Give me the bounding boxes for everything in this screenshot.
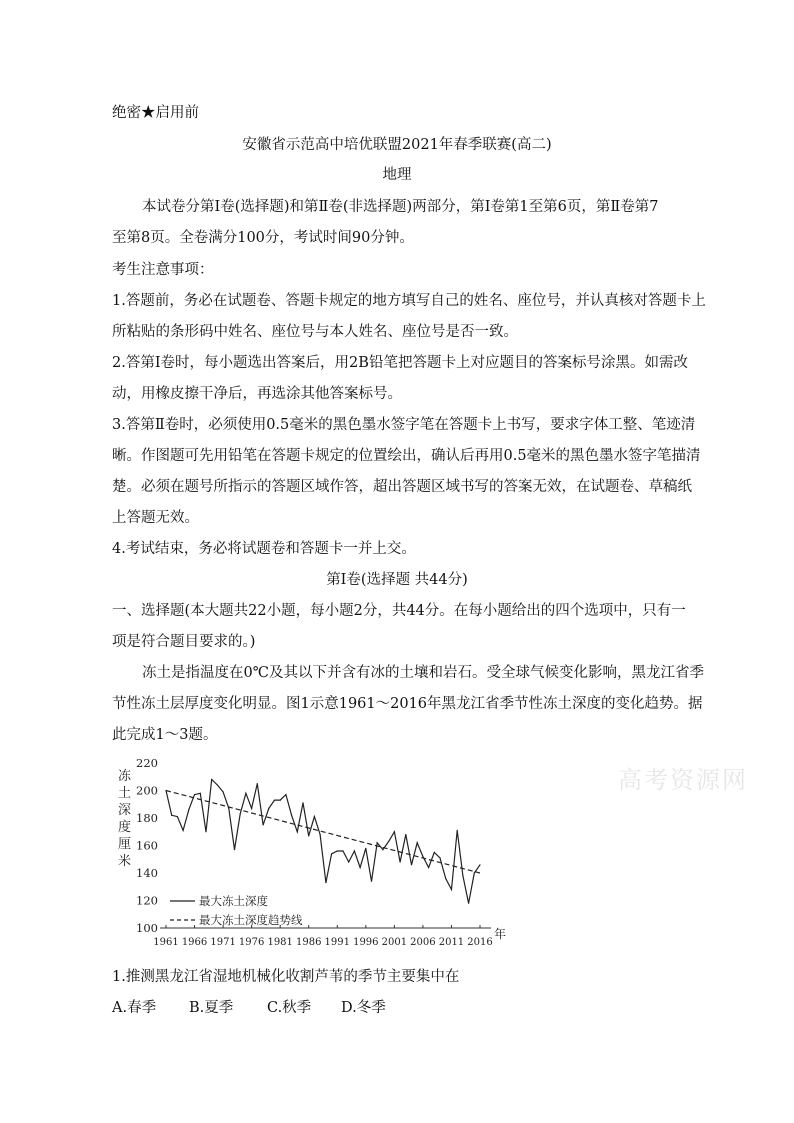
passage-line-1: 冻土是指温度在0℃及其以下并含有冰的土壤和岩石。受全球气候变化影响，黑龙江省季 — [142, 665, 704, 681]
data-point — [439, 857, 440, 858]
data-point — [274, 800, 275, 801]
data-point — [291, 815, 292, 816]
data-point — [371, 881, 372, 882]
data-point — [268, 808, 269, 809]
section-title: 第Ⅰ卷(选择题 共44分) — [326, 572, 468, 588]
notice-line: 动，用橡皮擦干净后，再选涂其他答案标号。 — [112, 386, 402, 402]
section-instruction-2: 项是符合题目要求的。) — [112, 634, 256, 650]
data-point — [331, 853, 332, 854]
data-point — [462, 875, 463, 876]
notice-line: 楚。必须在题号所指示的答题区域作答，超出答题区域书写的答案无效，在试题卷、草稿纸 — [112, 479, 692, 495]
data-point — [223, 791, 224, 792]
x-tick-label: 2006 — [410, 937, 436, 948]
data-point — [188, 809, 189, 810]
x-tick-label: 1966 — [181, 937, 208, 948]
data-point — [314, 816, 315, 817]
data-point — [411, 864, 412, 865]
x-tick-label: 1971 — [210, 937, 236, 948]
data-point — [211, 779, 212, 780]
y-tick-label: 140 — [136, 866, 158, 880]
x-tick-label: 2001 — [381, 937, 408, 948]
data-point — [200, 793, 201, 794]
data-points — [165, 779, 480, 904]
subject-title: 地理 — [382, 167, 412, 183]
data-point — [388, 841, 389, 842]
data-point — [217, 784, 218, 785]
data-point — [240, 813, 241, 814]
y-tick-label: 220 — [136, 756, 158, 770]
option-b[interactable]: B.夏季 — [189, 1000, 234, 1016]
x-tick-label: 1986 — [296, 937, 322, 948]
data-point — [394, 831, 395, 832]
confidential-mark: 绝密★启用前 — [112, 105, 199, 121]
data-point — [377, 842, 378, 843]
notice-line: 晰。作图题可先用铅笔在答题卡规定的位置绘出，确认后再用0.5毫米的黑色墨水签字笔描清 — [112, 448, 701, 464]
notice-heading: 考生注意事项： — [112, 262, 214, 278]
passage-line-2: 节性冻土层厚度变化明显。图1示意1961～2016年黑龙江省季节性冻土深度的变化趋势。据 — [112, 696, 703, 712]
y-tick-label: 160 — [136, 838, 158, 853]
data-point — [251, 808, 252, 809]
data-point — [354, 850, 355, 851]
data-point — [382, 849, 383, 850]
legend-label-2: 最大冻土深度趋势线 — [199, 913, 303, 927]
watermark: 高考资源网 — [618, 766, 748, 794]
data-point — [308, 835, 309, 836]
data-point — [422, 856, 423, 857]
x-tick-label: 1991 — [324, 937, 350, 948]
passage-line-3: 此完成1～3题。 — [112, 727, 218, 743]
data-point — [445, 878, 446, 879]
data-point — [474, 872, 475, 873]
intro-line-1: 本试卷分第Ⅰ卷(选择题)和第Ⅱ卷(非选择题)两部分，第Ⅰ卷第1至第6页，第Ⅱ卷第7 — [142, 199, 659, 215]
y-ticks — [136, 756, 158, 935]
question-stem: 1.推测黑龙江省湿地机械化收割芦苇的季节主要集中在 — [112, 969, 460, 985]
y-tick-label: 120 — [136, 893, 158, 908]
x-tick-label: 1961 — [153, 937, 179, 948]
option-a[interactable]: A.春季 — [112, 1000, 157, 1016]
data-point — [171, 815, 172, 816]
data-point — [245, 793, 246, 794]
x-tick-label: 1996 — [353, 937, 379, 948]
x-axis-unit: 年 — [494, 927, 507, 941]
data-point — [360, 867, 361, 868]
option-c[interactable]: C.秋季 — [267, 1000, 312, 1016]
intro-line-2: 至第8页。全卷满分100分，考试时间90分钟。 — [112, 230, 414, 246]
legend-label-1: 最大冻土深度 — [199, 894, 268, 908]
data-point — [457, 830, 458, 831]
data-point — [468, 903, 469, 904]
data-point — [320, 834, 321, 835]
data-point — [297, 831, 298, 832]
depth-series-line — [166, 780, 480, 904]
data-point — [451, 889, 452, 890]
data-point — [194, 794, 195, 795]
data-point — [280, 800, 281, 801]
y-tick-label: 200 — [136, 783, 158, 798]
notice-line: 3.答第Ⅱ卷时，必须使用0.5毫米的黑色墨水签字笔在答题卡上书写，要求字体工整、笔迹清 — [112, 417, 696, 433]
notice-line: 上答题无效。 — [112, 510, 199, 526]
section-instruction-1: 一、选择题(本大题共22小题，每小题2分，共44分。在每小题给出的四个选项中，只有一 — [112, 603, 686, 619]
data-point — [348, 861, 349, 862]
x-tick-label: 1981 — [267, 937, 293, 948]
data-point — [234, 849, 235, 850]
data-point — [228, 808, 229, 809]
data-point — [428, 867, 429, 868]
data-point — [325, 882, 326, 883]
data-point — [183, 830, 184, 831]
frozen-soil-chart — [110, 752, 520, 952]
notice-line: 4.考试结束，务必将试题卷和答题卡一并上交。 — [112, 541, 416, 557]
data-point — [365, 848, 366, 849]
exam-title: 安徽省示范高中培优联盟2021年春季联赛(高二) — [242, 137, 552, 153]
data-point — [479, 864, 480, 865]
notice-line: 2.答第Ⅰ卷时，每小题选出答案后，用2B铅笔把答题卡上对应题目的答案标号涂黑。如需改 — [112, 355, 688, 371]
x-tick-label: 2016 — [467, 937, 493, 948]
notice-line: 所粘贴的条形码中姓名、座位号与本人姓名、座位号是否一致。 — [112, 324, 518, 340]
data-point — [177, 816, 178, 817]
data-point — [257, 783, 258, 784]
data-point — [205, 831, 206, 832]
data-point — [337, 850, 338, 851]
option-d[interactable]: D.冬季 — [341, 1000, 386, 1016]
data-point — [342, 850, 343, 851]
data-point — [434, 852, 435, 853]
data-point — [263, 824, 264, 825]
notice-line: 1.答题前，务必在试题卷、答题卡规定的地方填写自己的姓名、座位号，并认真核对答题卡上 — [112, 293, 706, 309]
x-tick-label: 2011 — [438, 937, 465, 948]
data-point — [285, 794, 286, 795]
y-axis-label: 冻土深度厘米 — [118, 769, 132, 869]
y-tick-label: 100 — [136, 921, 158, 935]
data-point — [302, 802, 303, 803]
data-point — [405, 834, 406, 835]
data-point — [417, 842, 418, 843]
y-tick-label: 180 — [136, 811, 158, 825]
data-point — [165, 790, 166, 791]
data-point — [400, 861, 401, 862]
x-tick-label: 1976 — [238, 937, 265, 948]
